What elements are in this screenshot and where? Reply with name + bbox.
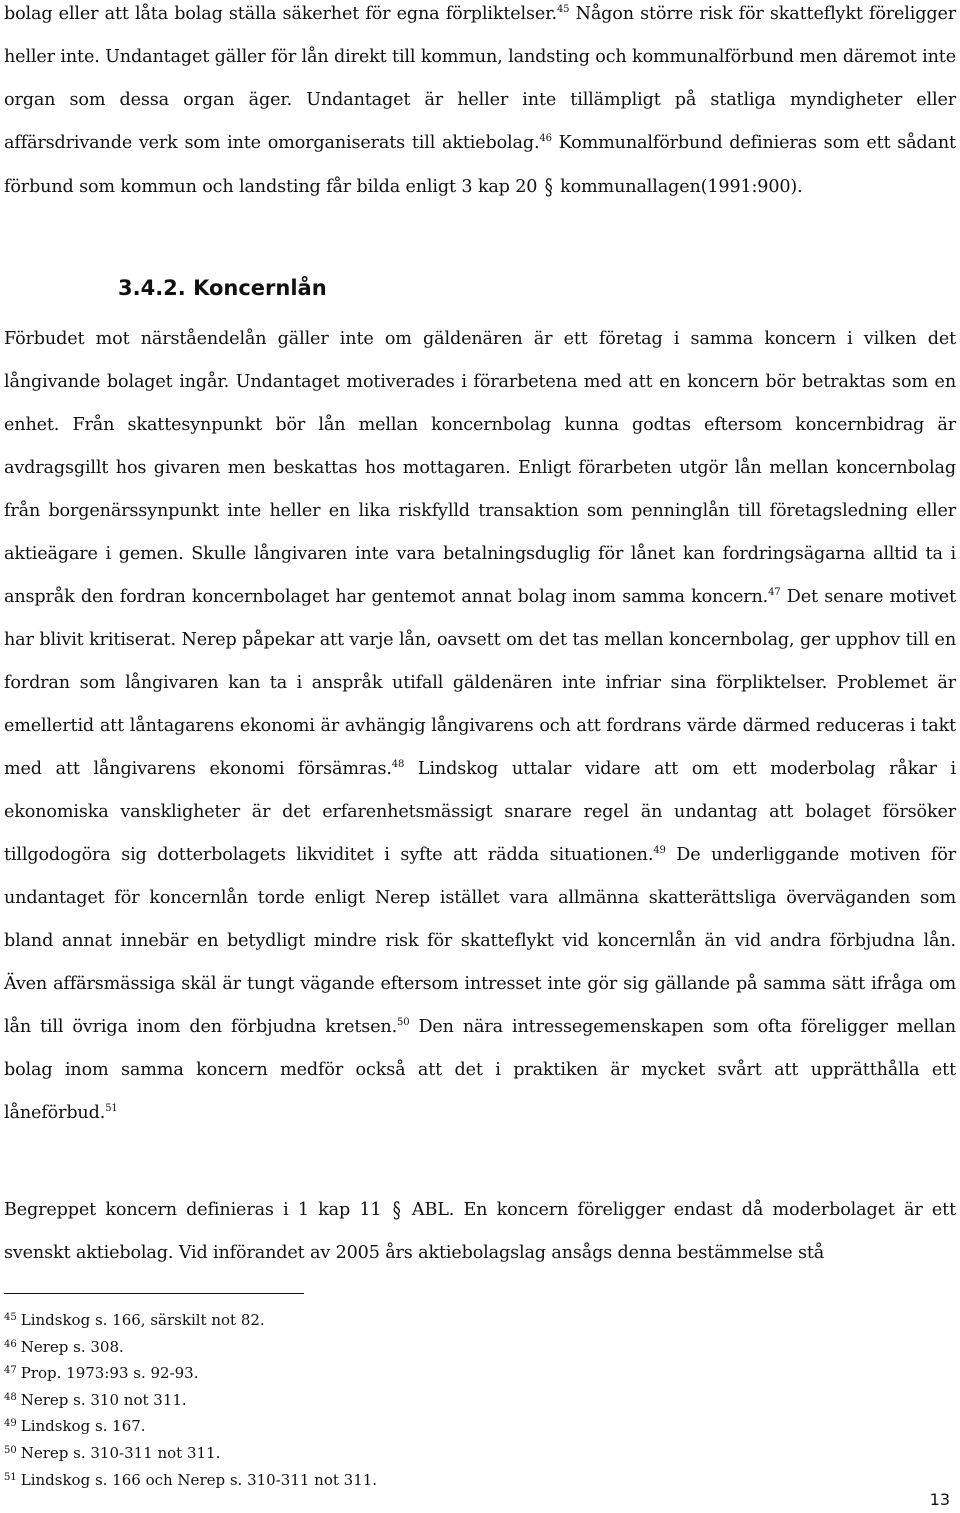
- footnote-number: 49: [4, 1418, 17, 1430]
- paragraph-text: bolag eller att låta bolag ställa säkerhet för egna förpliktelser.: [4, 4, 557, 24]
- footnote: [4, 1439, 704, 1466]
- footnote-text: Lindskog s. 167.: [20, 1417, 146, 1436]
- paragraph-text: De underliggande motiven för undantaget för koncernlån torde enligt Nerep istället vara allmänna skatterättsliga överväganden som bland annat innebär en betydligt mindre risk för skatteflykt vid koncernlån än vid andra förbjudna lån. Även affärsmässiga skäl är tungt vägande eftersom intresset inte gör sig gällande på samma sätt ifråga om lån till övriga inom den förbjudna kretsen.: [4, 845, 956, 1037]
- section-heading: 3.4.2. Koncernlån: [118, 276, 327, 300]
- footnote: [4, 1333, 704, 1360]
- footnote-text: Nerep s. 310-311 not 311.: [20, 1443, 221, 1462]
- paragraph-text: ABL. En koncern föreligger endast då moderbolaget är ett svenskt aktiebolag. Vid införandet av 2005 års aktiebolagslag ansågs denna bestämmelse stå: [4, 1200, 957, 1263]
- paragraph-text: Förbudet mot närståendelån gäller inte om gäldenären är ett företag i samma koncern i vilken det långivande bolaget ingår. Undantaget motiverades i förarbetena med att en koncern bör betraktas som en enhet. Från skattesynpunkt bör lån mellan koncernbolag kunna godtas eftersom koncernbidrag är avdragsgillt hos givaren men beskattas hos mottagaren. Enligt förarbeten utgör lån mellan koncernbolag från borgenärssynpunkt inte heller en lika riskfylld transaktion som penninglån till företagsledning eller aktieägare i gemen. Skulle långivaren inte vara betalningsduglig för lånet kan fordringsägarna alltid ta i anspråk den fordran koncernbolaget har gentemot annat bolag inom samma koncern.: [4, 329, 956, 607]
- footnote-ref[interactable]: 48: [391, 759, 405, 770]
- body-paragraph: [4, 318, 956, 1135]
- paragraph-text: Någon större risk för skatteflykt föreligger heller inte. Undantaget gäller för lån direkt till kommun, landsting och kommunalförbund men däremot inte organ som dessa organ äger. Undantaget är heller inte tillämpligt på statliga myndigheter eller affärsdrivande verk som inte omorganiserats till aktiebolag.: [4, 4, 956, 153]
- paragraph-text: Den nära intressegemenskapen som ofta föreligger mellan bolag inom samma koncern medför också att det i praktiken är mycket svårt att upprätthålla ett låneförbud.: [4, 1017, 956, 1123]
- footnote: [4, 1386, 704, 1413]
- footnote-text: Prop. 1973:93 s. 92-93.: [20, 1364, 199, 1383]
- footnote: [4, 1412, 704, 1439]
- footnote-ref[interactable]: 47: [768, 587, 781, 598]
- section-sign: §: [392, 1196, 401, 1223]
- footnote-number: 46: [4, 1338, 17, 1350]
- page-number: 13: [929, 1490, 950, 1509]
- footnote-number: 47: [4, 1365, 17, 1377]
- paragraph-text: kommunallagen(1991:900).: [554, 177, 803, 197]
- footnote-ref[interactable]: 49: [653, 845, 666, 856]
- footnote-number: 45: [4, 1312, 17, 1323]
- paragraph-text: Det senare motivet har blivit kritiserat. Nerep påpekar att varje lån, oavsett om det tas mellan koncernbolag, ger upphov till en fordran som långivaren kan ta i anspråk utifall gäldenären inte infriar sina förpliktelser. Problemet är emellertid att låntagarens ekonomi är avhängig långivarens och att fordrans värde därmed reduceras i takt med att långivarens ekonomi försämras.: [4, 587, 956, 779]
- footnote-text: Lindskog s. 166 och Nerep s. 310-311 not 311.: [20, 1470, 378, 1489]
- footnote: [4, 1359, 704, 1386]
- footnote: [4, 1466, 704, 1493]
- footnote-ref[interactable]: 51: [105, 1103, 118, 1114]
- footnote-divider: [4, 1293, 304, 1294]
- footnote-text: Nerep s. 308.: [20, 1337, 124, 1356]
- section-sign: §: [544, 173, 553, 200]
- footnote-text: Nerep s. 310 not 311.: [20, 1390, 187, 1409]
- footnote-number: 48: [4, 1391, 17, 1403]
- footnote-ref[interactable]: 45: [556, 4, 570, 15]
- footnote-number: 50: [4, 1444, 17, 1456]
- body-paragraph: [4, 1188, 956, 1275]
- paragraph-text: Begreppet koncern definieras i 1 kap 11: [4, 1200, 391, 1220]
- footnote-number: 51: [4, 1471, 17, 1483]
- footnote-ref[interactable]: 50: [397, 1017, 410, 1028]
- footnote: [4, 1306, 704, 1333]
- footnote-text: Lindskog s. 166, särskilt not 82.: [20, 1311, 265, 1329]
- paragraph-text: Lindskog uttalar vidare att om ett moderbolag råkar i ekonomiska vanskligheter är det erfarenhetsmässigt snarare regel än undantag att bolaget försöker tillgodogöra sig dotterbolagets likviditet i syfte att rädda situationen.: [4, 759, 956, 865]
- paragraph-text: Kommunalförbund definieras som ett sådant förbund som kommun och landsting får bilda enligt 3 kap 20: [4, 133, 956, 197]
- footnotes-list: [4, 1306, 704, 1492]
- footnote-ref[interactable]: 46: [539, 133, 552, 144]
- body-paragraph: [4, 0, 956, 209]
